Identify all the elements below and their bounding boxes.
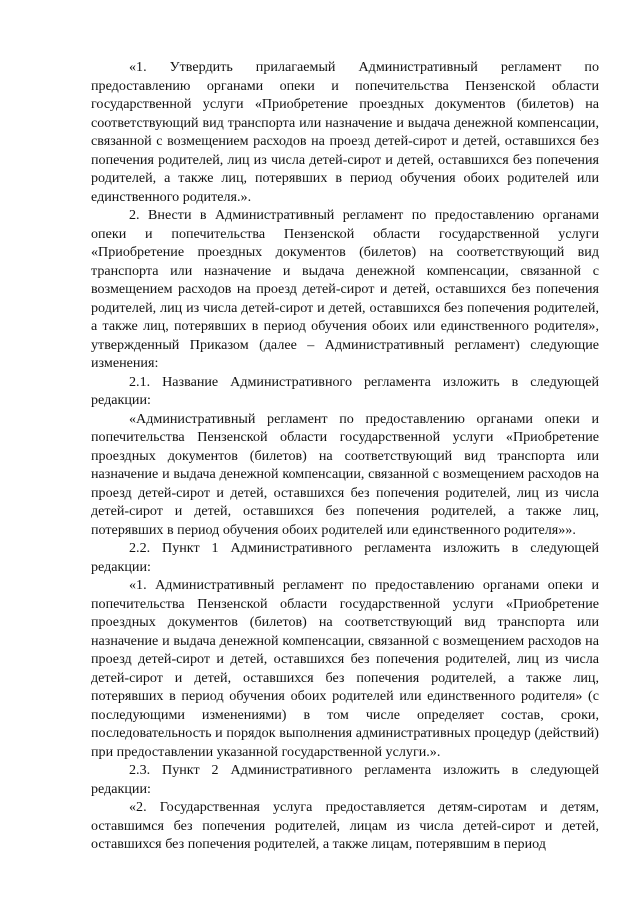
paragraph-2-3-text: «2. Государственная услуга предоставляется детям-сиротам и детям, оставшимся без попечения родителей, лицам из числа детей-сирот и детей, оставшихся без попечения родителей, а также лицам, потерявшим в период xyxy=(91,799,599,852)
paragraph-2-2-heading: 2.2. Пункт 1 Административного регламента изложить в следующей редакции: xyxy=(91,540,599,575)
paragraph-amend-regulation: 2. Внести в Административный регламент по предоставлению органами опеки и попечительства Пензенской области государственной услуги «Приобретение проездных документов (билетов) на соответствующий вид транспорта или назначение и выдача денежной компенсации, связанной с возмещением расходов на проезд детей-сирот и детей, оставшихся без попечения родителей, лиц из числа детей-сирот и детей, оставшихся без попечения родителей, а также лиц, потерявших в период обучения обоих или единственного родителя», утвержденный Приказом (далее – Административный регламент) следующие изменения: xyxy=(91,207,599,371)
document-page xyxy=(91,58,599,854)
paragraph-2-1-text: «Административный регламент по предоставлению органами опеки и попечительства Пензенской области государственной услуги «Приобретение проездных документов (билетов) на соответствующий вид транспорта или назначение и выдача денежной компенсации, связанной с возмещением расходов на проезд детей-сирот и детей, оставшихся без попечения родителей, лиц из числа детей-сирот и детей, оставшихся без попечения родителей, а также лиц, потерявших в период обучения обоих родителей или единственного родителя»». xyxy=(91,410,599,538)
paragraph-approve-regulation: «1. Утвердить прилагаемый Административный регламент по предоставлению органами опеки и попечительства Пензенской области государственной услуги «Приобретение проездных документов (билетов) на соответствующий вид транспорта или назначение и выдача денежной компенсации, связанной с возмещением расходов на проезд детей-сирот и детей, оставшихся без попечения родителей, лиц из числа детей-сирот и детей, оставшихся без попечения родителей, а также лиц, потерявших в период обучения обоих родителей или единственного родителя.». xyxy=(91,59,599,205)
paragraph-2-1-heading: 2.1. Название Административного регламента изложить в следующей редакции: xyxy=(91,373,599,408)
paragraph-2-3-heading: 2.3. Пункт 2 Административного регламента изложить в следующей редакции: xyxy=(91,762,599,797)
paragraph-2-2-text: «1. Административный регламент по предоставлению органами опеки и попечительства Пензенской области государственной услуги «Приобретение проездных документов (билетов) на соответствующий вид транспорта или назначение и выдача денежной компенсации, связанной с возмещением расходов на проезд детей-сирот и детей, оставшихся без попечения родителей, лиц из числа детей-сирот и детей, оставшихся без попечения родителей, а также лиц, потерявших в период обучения обоих родителей или единственного родителя» (с последующими изменениями) в том числе определяет состав, сроки, последовательность и порядок выполнения административных процедур (действий) при предоставлении указанной государственной услуги.». xyxy=(91,577,599,760)
